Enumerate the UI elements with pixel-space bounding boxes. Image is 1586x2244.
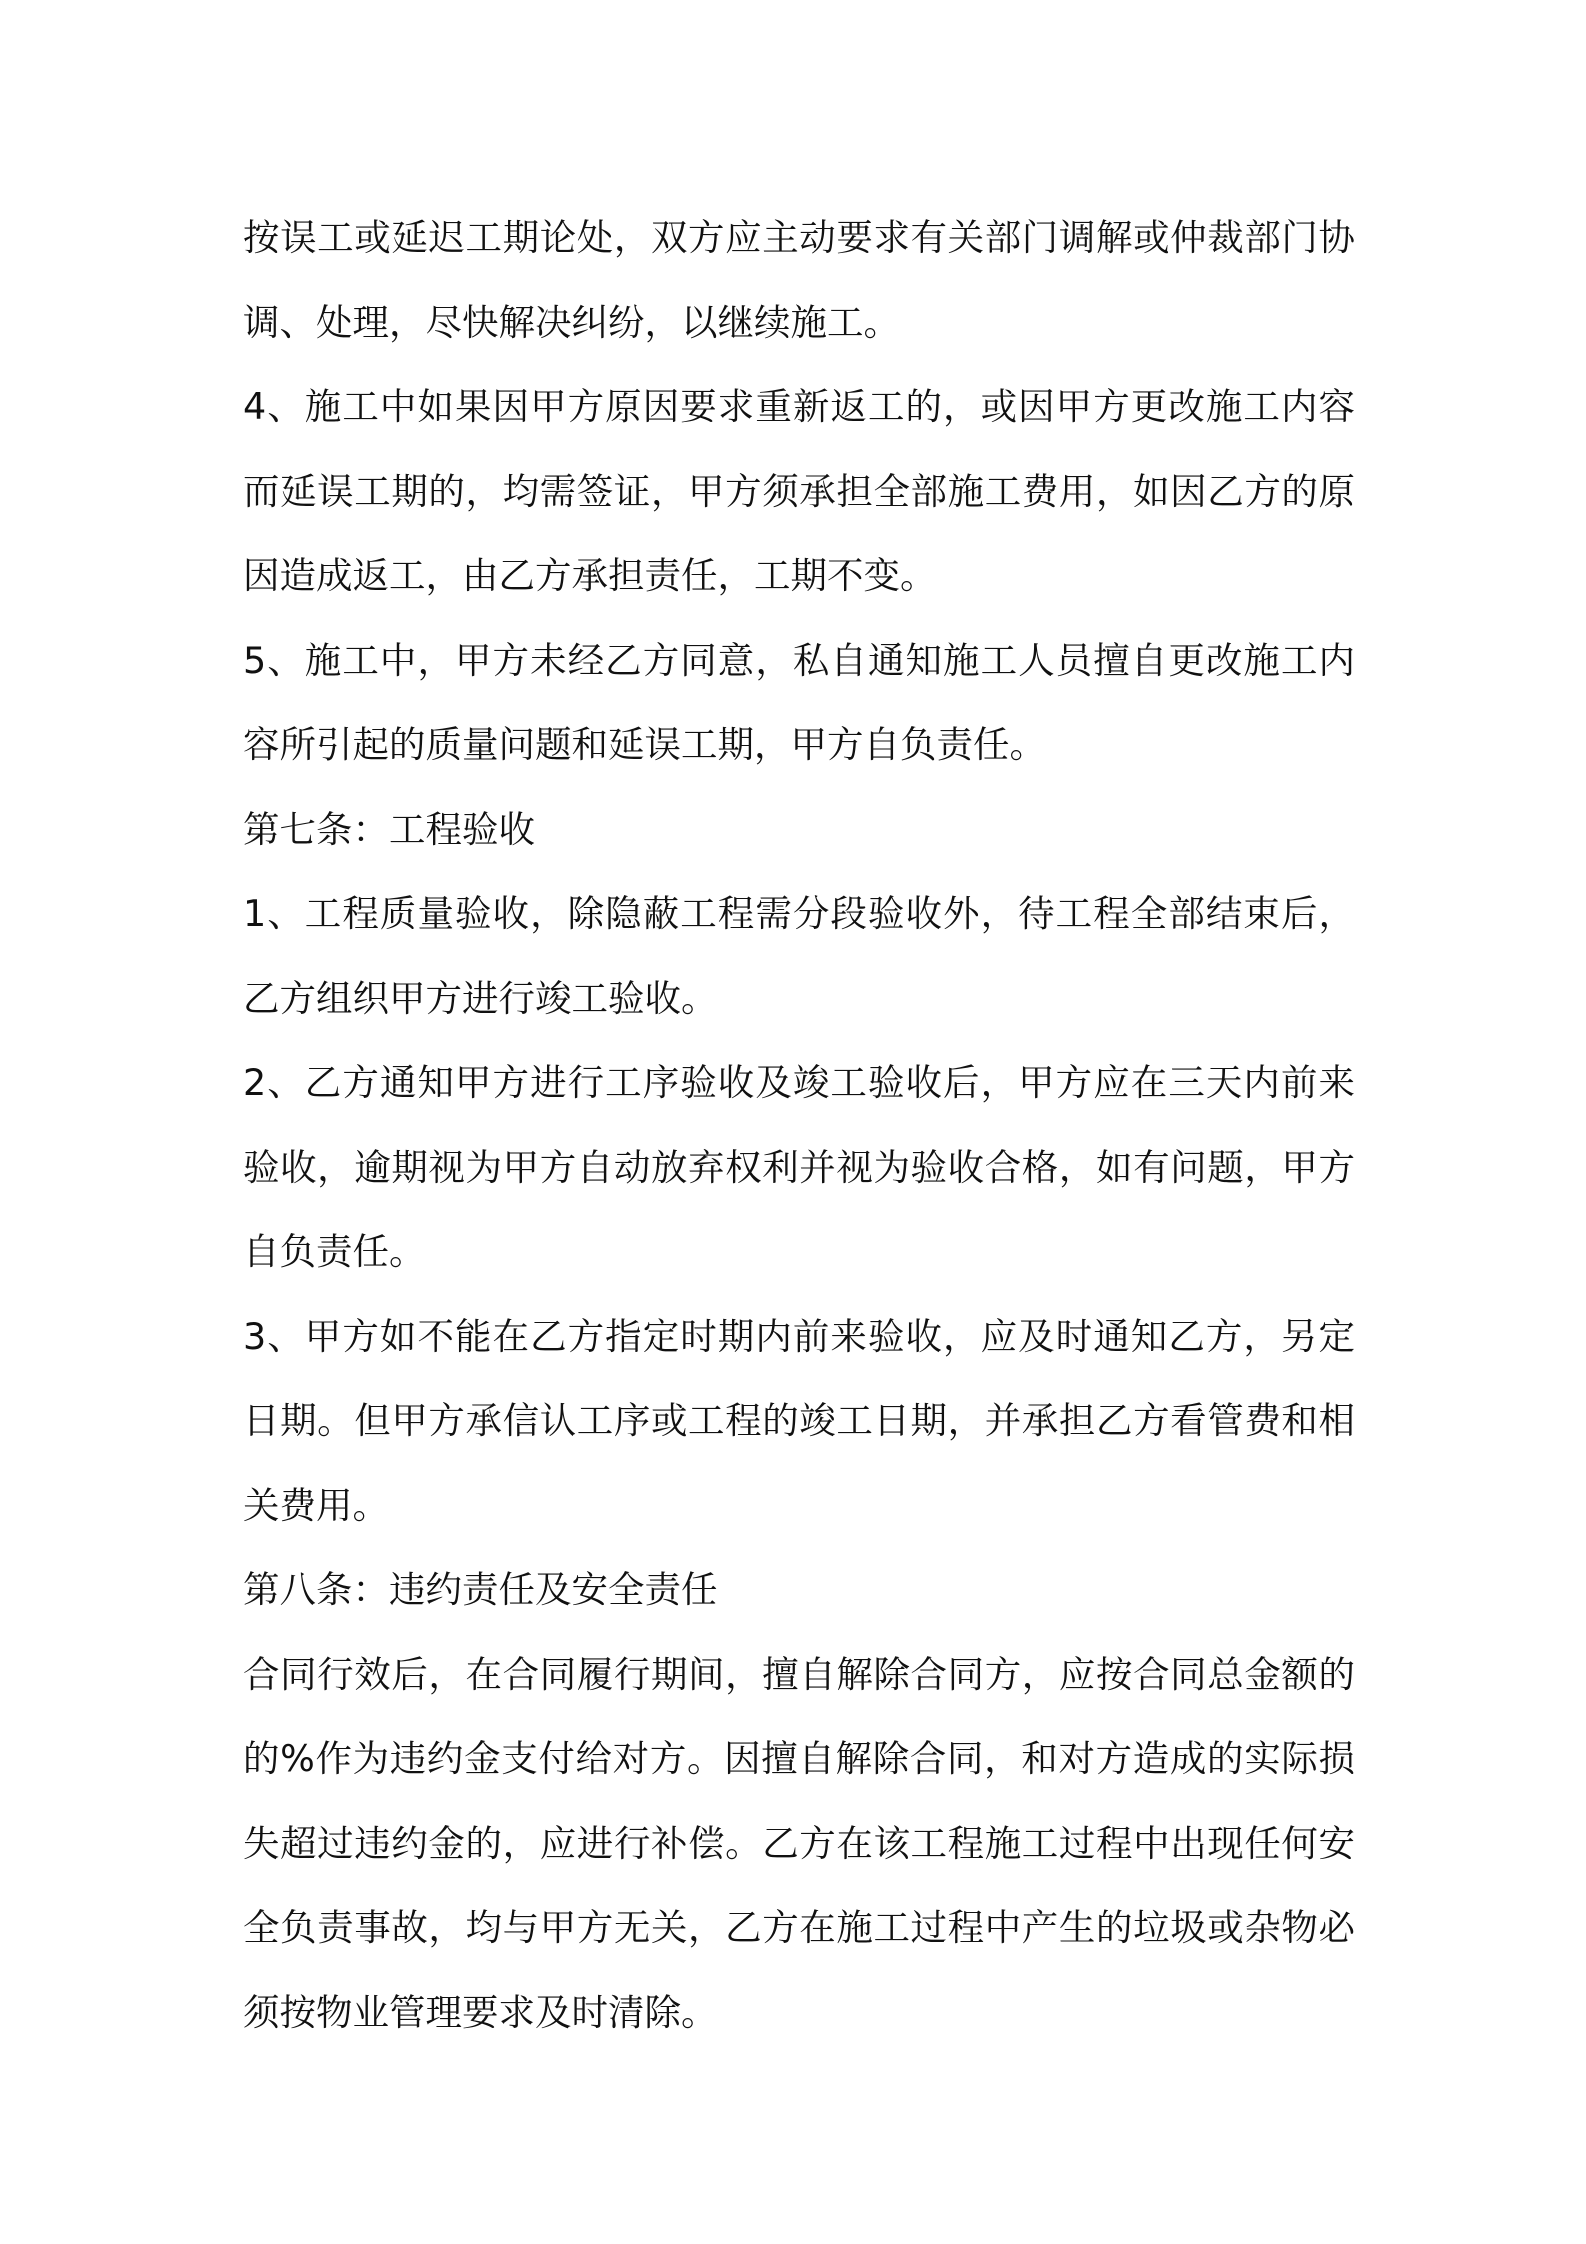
paragraph-clause-4: 4、施工中如果因甲方原因要求重新返工的，或因甲方更改施工内容而延误工期的，均需签证，甲方须承担全部施工费用，如因乙方的原因造成返工，由乙方承担责任，工期不变。 bbox=[243, 385, 1355, 597]
paragraph-acceptance-3: 3、甲方如不能在乙方指定时期内前来验收，应及时通知乙方，另定日期。但甲方承信认工序或工程的竣工日期，并承担乙方看管费和相关费用。 bbox=[243, 1314, 1355, 1527]
document-body bbox=[243, 196, 1355, 2055]
paragraph-dispute-handling: 按误工或延迟工期论处，双方应主动要求有关部门调解或仲裁部门协调、处理，尽快解决纠纷，以继续施工。 bbox=[243, 216, 1355, 344]
section-heading-article-8: 第八条：违约责任及安全责任 bbox=[243, 1568, 718, 1611]
paragraph-acceptance-1: 1、工程质量验收，除隐蔽工程需分段验收外，待工程全部结束后，乙方组织甲方进行竣工验收。 bbox=[243, 892, 1355, 1020]
paragraph-clause-5: 5、施工中，甲方未经乙方同意，私自通知施工人员擅自更改施工内容所引起的质量问题和延误工期，甲方自负责任。 bbox=[243, 638, 1355, 766]
section-heading-article-7: 第七条：工程验收 bbox=[243, 807, 535, 851]
paragraph-liability: 合同行效后，在合同履行期间，擅自解除合同方，应按合同总金额的的%作为违约金支付给对方。因擅自解除合同，和对方造成的实际损失超过违约金的，应进行补偿。乙方在该工程施工过程中出现任何安全负责事故，均与甲方无关，乙方在施工过程中产生的垃圾或杂物必须按物业管理要求及时清除。 bbox=[243, 1652, 1355, 2034]
paragraph-acceptance-2: 2、乙方通知甲方进行工序验收及竣工验收后，甲方应在三天内前来验收，逾期视为甲方自动放弃权利并视为验收合格，如有问题，甲方自负责任。 bbox=[243, 1061, 1355, 1273]
